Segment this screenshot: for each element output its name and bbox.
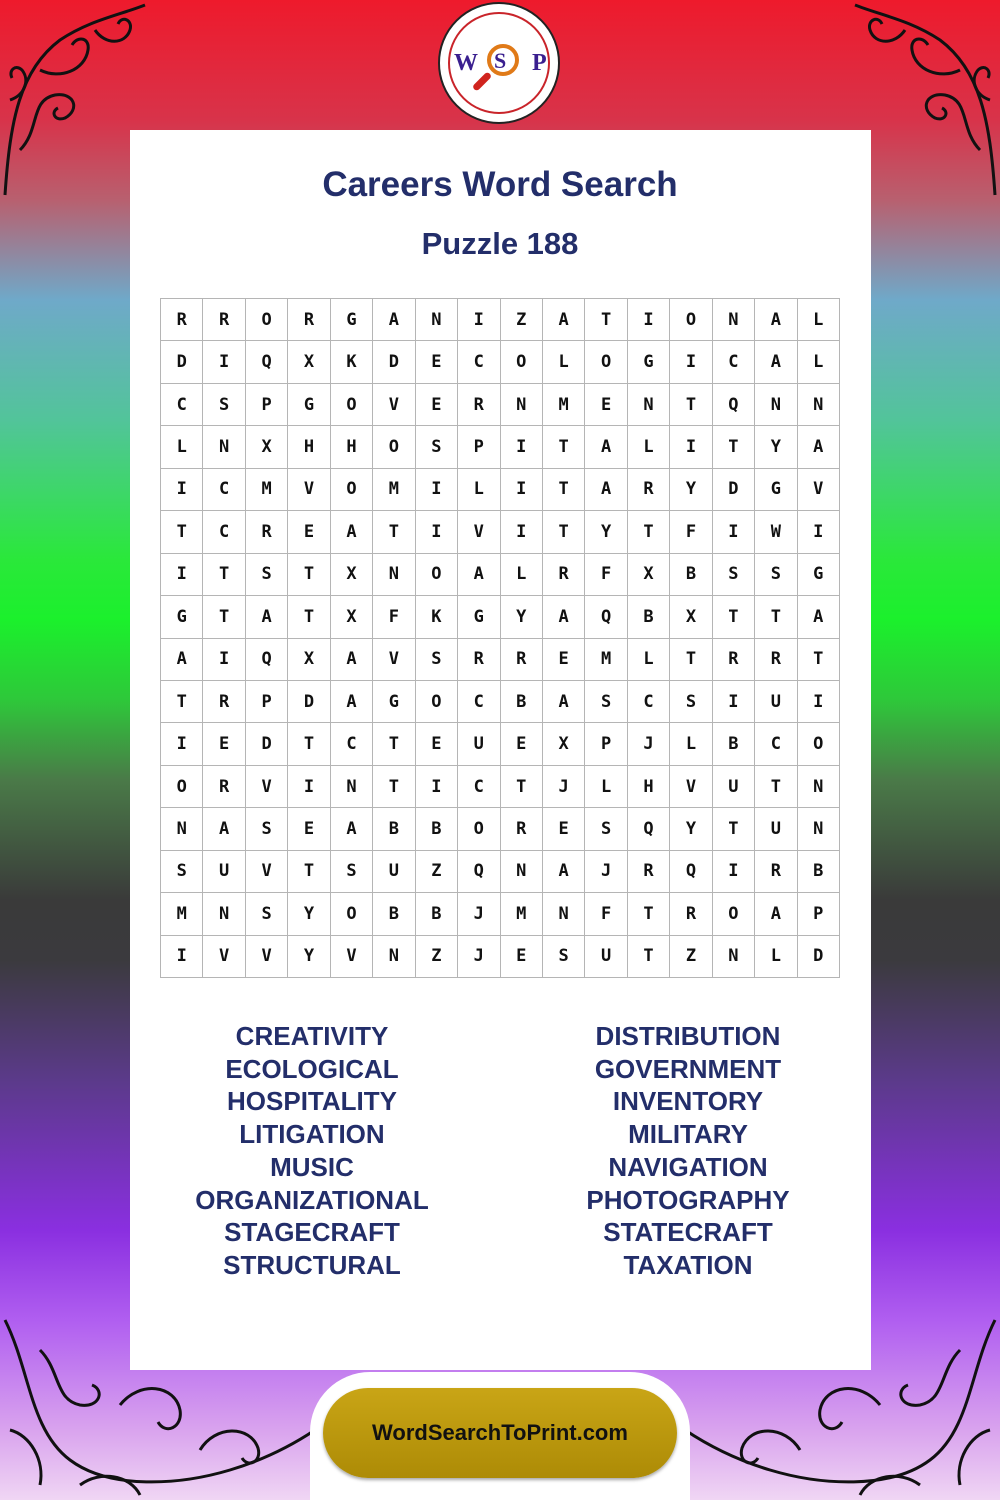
grid-cell[interactable]: I bbox=[416, 469, 458, 511]
grid-cell[interactable]: R bbox=[670, 893, 712, 935]
word-list-item: DISTRIBUTION bbox=[595, 1021, 781, 1051]
grid-cell[interactable]: S bbox=[543, 936, 585, 978]
grid-cell[interactable]: A bbox=[246, 596, 288, 638]
grid-cell[interactable]: A bbox=[161, 639, 203, 681]
grid-cell[interactable]: I bbox=[161, 723, 203, 765]
grid-cell[interactable]: O bbox=[585, 341, 627, 383]
grid-cell[interactable]: L bbox=[458, 469, 500, 511]
grid-cell[interactable]: S bbox=[416, 639, 458, 681]
grid-cell[interactable]: M bbox=[161, 893, 203, 935]
grid-cell[interactable]: Y bbox=[670, 808, 712, 850]
grid-cell[interactable]: O bbox=[670, 299, 712, 341]
grid-cell[interactable]: I bbox=[713, 681, 755, 723]
grid-cell[interactable]: J bbox=[458, 893, 500, 935]
word-list-right bbox=[523, 1020, 853, 1282]
grid-cell[interactable]: L bbox=[798, 341, 840, 383]
grid-cell[interactable]: I bbox=[458, 299, 500, 341]
grid-cell[interactable]: B bbox=[670, 554, 712, 596]
grid-cell[interactable]: N bbox=[331, 766, 373, 808]
grid-cell[interactable]: G bbox=[628, 341, 670, 383]
grid-cell[interactable]: N bbox=[501, 384, 543, 426]
grid-cell[interactable]: Z bbox=[416, 936, 458, 978]
grid-cell[interactable]: A bbox=[331, 511, 373, 553]
grid-cell[interactable]: D bbox=[713, 469, 755, 511]
grid-cell[interactable]: I bbox=[501, 511, 543, 553]
grid-cell[interactable]: Q bbox=[458, 851, 500, 893]
grid-cell[interactable]: J bbox=[458, 936, 500, 978]
grid-cell[interactable]: Q bbox=[628, 808, 670, 850]
grid-cell[interactable]: T bbox=[288, 723, 330, 765]
word-list-item: MILITARY bbox=[628, 1119, 748, 1150]
grid-cell[interactable]: C bbox=[203, 511, 245, 553]
grid-cell[interactable]: M bbox=[501, 893, 543, 935]
grid-cell[interactable]: T bbox=[543, 469, 585, 511]
grid-cell[interactable]: G bbox=[331, 299, 373, 341]
grid-cell[interactable]: Y bbox=[585, 511, 627, 553]
grid-cell[interactable]: C bbox=[331, 723, 373, 765]
grid-cell[interactable]: T bbox=[585, 299, 627, 341]
grid-cell[interactable]: O bbox=[458, 808, 500, 850]
grid-cell[interactable]: R bbox=[203, 766, 245, 808]
grid-cell[interactable]: T bbox=[543, 511, 585, 553]
logo-letter-w: W bbox=[454, 50, 478, 76]
grid-cell[interactable]: T bbox=[203, 596, 245, 638]
grid-cell[interactable]: J bbox=[585, 851, 627, 893]
grid-cell[interactable]: A bbox=[373, 299, 415, 341]
grid-cell[interactable]: K bbox=[416, 596, 458, 638]
grid-cell[interactable]: R bbox=[501, 808, 543, 850]
grid-cell[interactable]: G bbox=[755, 469, 797, 511]
grid-cell[interactable]: V bbox=[203, 936, 245, 978]
grid-cell[interactable]: T bbox=[373, 723, 415, 765]
grid-cell[interactable]: R bbox=[458, 639, 500, 681]
grid-cell[interactable]: O bbox=[161, 766, 203, 808]
grid-cell[interactable]: X bbox=[670, 596, 712, 638]
grid-cell[interactable]: E bbox=[501, 723, 543, 765]
grid-cell[interactable]: A bbox=[331, 639, 373, 681]
grid-cell[interactable]: C bbox=[755, 723, 797, 765]
grid-cell[interactable]: F bbox=[585, 554, 627, 596]
grid-cell[interactable]: T bbox=[501, 766, 543, 808]
word-list-item: HOSPITALITY bbox=[227, 1086, 397, 1117]
grid-cell[interactable]: P bbox=[458, 426, 500, 468]
grid-cell[interactable]: O bbox=[246, 299, 288, 341]
grid-cell[interactable]: L bbox=[798, 299, 840, 341]
grid-cell[interactable]: T bbox=[288, 554, 330, 596]
grid-cell[interactable]: O bbox=[416, 681, 458, 723]
grid-cell[interactable]: K bbox=[331, 341, 373, 383]
grid-cell[interactable]: R bbox=[288, 299, 330, 341]
grid-cell[interactable]: O bbox=[501, 341, 543, 383]
word-list-item: INVENTORY bbox=[612, 1086, 764, 1117]
word-list-item: ORGANIZATIONAL bbox=[195, 1184, 429, 1215]
grid-cell[interactable]: R bbox=[628, 851, 670, 893]
grid-cell[interactable]: V bbox=[246, 851, 288, 893]
grid-cell[interactable]: S bbox=[331, 851, 373, 893]
grid-cell[interactable]: O bbox=[331, 469, 373, 511]
grid-cell[interactable]: I bbox=[161, 936, 203, 978]
grid-cell[interactable]: R bbox=[628, 469, 670, 511]
grid-cell[interactable]: S bbox=[246, 554, 288, 596]
grid-cell[interactable]: L bbox=[585, 766, 627, 808]
grid-cell[interactable]: Y bbox=[670, 469, 712, 511]
grid-cell[interactable]: T bbox=[670, 639, 712, 681]
grid-cell[interactable]: R bbox=[755, 851, 797, 893]
puzzle-number: Puzzle 188 bbox=[421, 226, 579, 261]
grid-cell[interactable]: L bbox=[543, 341, 585, 383]
grid-cell[interactable]: B bbox=[416, 808, 458, 850]
grid-cell[interactable]: L bbox=[670, 723, 712, 765]
grid-cell[interactable]: G bbox=[798, 554, 840, 596]
grid-cell[interactable]: V bbox=[373, 384, 415, 426]
grid-cell[interactable]: N bbox=[203, 893, 245, 935]
grid-cell[interactable]: O bbox=[713, 893, 755, 935]
grid-cell[interactable]: D bbox=[798, 936, 840, 978]
grid-cell[interactable]: I bbox=[501, 469, 543, 511]
grid-cell[interactable]: G bbox=[161, 596, 203, 638]
grid-cell[interactable]: B bbox=[713, 723, 755, 765]
grid-cell[interactable]: R bbox=[755, 639, 797, 681]
grid-cell[interactable]: R bbox=[246, 511, 288, 553]
grid-cell[interactable]: I bbox=[798, 681, 840, 723]
grid-cell[interactable]: L bbox=[755, 936, 797, 978]
grid-cell[interactable]: I bbox=[288, 766, 330, 808]
grid-cell[interactable]: G bbox=[288, 384, 330, 426]
grid-cell[interactable]: S bbox=[416, 426, 458, 468]
grid-cell[interactable]: V bbox=[373, 639, 415, 681]
grid-cell[interactable]: T bbox=[628, 511, 670, 553]
grid-cell[interactable]: G bbox=[458, 596, 500, 638]
grid-cell[interactable]: E bbox=[501, 936, 543, 978]
grid-cell[interactable]: U bbox=[458, 723, 500, 765]
grid-cell[interactable]: U bbox=[713, 766, 755, 808]
word-list-item: STAGECRAFT bbox=[224, 1217, 400, 1248]
grid-cell[interactable]: D bbox=[161, 341, 203, 383]
grid-cell[interactable]: X bbox=[288, 341, 330, 383]
grid-cell[interactable]: X bbox=[543, 723, 585, 765]
grid-cell[interactable]: U bbox=[755, 681, 797, 723]
grid-cell[interactable]: A bbox=[543, 596, 585, 638]
grid-cell[interactable]: N bbox=[373, 936, 415, 978]
grid-cell[interactable]: V bbox=[246, 936, 288, 978]
grid-cell[interactable]: F bbox=[670, 511, 712, 553]
grid-cell[interactable]: B bbox=[628, 596, 670, 638]
grid-cell[interactable]: V bbox=[246, 766, 288, 808]
grid-cell[interactable]: O bbox=[331, 384, 373, 426]
grid-cell[interactable]: T bbox=[543, 426, 585, 468]
grid-cell[interactable]: T bbox=[628, 936, 670, 978]
grid-cell[interactable]: N bbox=[501, 851, 543, 893]
grid-cell[interactable]: T bbox=[373, 766, 415, 808]
grid-cell[interactable]: I bbox=[501, 426, 543, 468]
word-list-item: PHOTOGRAPHY bbox=[586, 1184, 790, 1215]
grid-cell[interactable]: N bbox=[161, 808, 203, 850]
grid-cell[interactable]: L bbox=[628, 426, 670, 468]
grid-cell[interactable]: A bbox=[543, 299, 585, 341]
grid-cell[interactable]: E bbox=[585, 384, 627, 426]
grid-cell[interactable]: E bbox=[416, 384, 458, 426]
grid-cell[interactable]: I bbox=[628, 299, 670, 341]
grid-cell[interactable]: S bbox=[161, 851, 203, 893]
grid-cell[interactable]: R bbox=[203, 681, 245, 723]
grid-cell[interactable]: J bbox=[628, 723, 670, 765]
grid-cell[interactable]: S bbox=[203, 384, 245, 426]
grid-cell[interactable]: I bbox=[161, 554, 203, 596]
grid-cell[interactable]: C bbox=[458, 341, 500, 383]
grid-cell[interactable]: E bbox=[543, 639, 585, 681]
grid-cell[interactable]: Q bbox=[246, 341, 288, 383]
grid-cell[interactable]: T bbox=[798, 639, 840, 681]
grid-cell[interactable]: B bbox=[798, 851, 840, 893]
grid-cell[interactable]: T bbox=[288, 851, 330, 893]
grid-cell[interactable]: I bbox=[161, 469, 203, 511]
page-title: Careers Word Search bbox=[322, 165, 678, 204]
grid-cell[interactable]: M bbox=[543, 384, 585, 426]
grid-cell[interactable]: G bbox=[373, 681, 415, 723]
grid-cell[interactable]: Q bbox=[585, 596, 627, 638]
grid-cell[interactable]: R bbox=[713, 639, 755, 681]
grid-cell[interactable]: P bbox=[246, 681, 288, 723]
grid-cell[interactable]: D bbox=[246, 723, 288, 765]
grid-cell[interactable]: Y bbox=[755, 426, 797, 468]
grid-cell[interactable]: L bbox=[161, 426, 203, 468]
grid-cell[interactable]: I bbox=[203, 341, 245, 383]
word-list-item: NAVIGATION bbox=[608, 1151, 768, 1182]
grid-cell[interactable]: J bbox=[543, 766, 585, 808]
grid-cell[interactable]: I bbox=[798, 511, 840, 553]
grid-cell[interactable]: C bbox=[628, 681, 670, 723]
word-list-item: STATECRAFT bbox=[603, 1217, 773, 1248]
grid-cell[interactable]: C bbox=[458, 681, 500, 723]
grid-cell[interactable]: I bbox=[713, 851, 755, 893]
grid-cell[interactable]: A bbox=[755, 893, 797, 935]
grid-cell[interactable]: S bbox=[246, 893, 288, 935]
grid-cell[interactable]: A bbox=[543, 681, 585, 723]
grid-cell[interactable]: A bbox=[585, 426, 627, 468]
grid-cell[interactable]: C bbox=[713, 341, 755, 383]
grid-cell[interactable]: P bbox=[246, 384, 288, 426]
grid-cell[interactable]: U bbox=[373, 851, 415, 893]
grid-cell[interactable]: E bbox=[203, 723, 245, 765]
grid-cell[interactable]: B bbox=[373, 808, 415, 850]
letter-grid bbox=[160, 298, 840, 978]
word-list-left bbox=[147, 1020, 477, 1282]
grid-cell[interactable]: N bbox=[755, 384, 797, 426]
grid-cell[interactable]: Q bbox=[246, 639, 288, 681]
grid-cell[interactable]: Z bbox=[416, 851, 458, 893]
grid-cell[interactable]: I bbox=[713, 511, 755, 553]
grid-cell[interactable]: L bbox=[501, 554, 543, 596]
grid-cell[interactable]: Z bbox=[501, 299, 543, 341]
grid-cell[interactable]: D bbox=[373, 341, 415, 383]
grid-cell[interactable]: S bbox=[585, 808, 627, 850]
logo-letter-s: S bbox=[494, 48, 507, 73]
grid-cell[interactable]: T bbox=[288, 596, 330, 638]
grid-cell[interactable]: T bbox=[373, 511, 415, 553]
grid-cell[interactable]: A bbox=[543, 851, 585, 893]
grid-cell[interactable]: U bbox=[585, 936, 627, 978]
grid-cell[interactable]: A bbox=[331, 681, 373, 723]
grid-cell[interactable]: R bbox=[501, 639, 543, 681]
grid-cell[interactable]: M bbox=[373, 469, 415, 511]
grid-cell[interactable]: A bbox=[798, 426, 840, 468]
grid-cell[interactable]: N bbox=[798, 808, 840, 850]
grid-cell[interactable]: N bbox=[416, 299, 458, 341]
grid-cell[interactable]: F bbox=[373, 596, 415, 638]
grid-cell[interactable]: S bbox=[670, 681, 712, 723]
grid-cell[interactable]: N bbox=[373, 554, 415, 596]
grid-cell[interactable]: X bbox=[331, 596, 373, 638]
grid-cell[interactable]: S bbox=[246, 808, 288, 850]
grid-cell[interactable]: W bbox=[755, 511, 797, 553]
grid-cell[interactable]: S bbox=[585, 681, 627, 723]
grid-cell[interactable]: A bbox=[458, 554, 500, 596]
grid-cell[interactable]: V bbox=[458, 511, 500, 553]
word-list-item: GOVERNMENT bbox=[594, 1053, 782, 1084]
grid-cell[interactable]: N bbox=[628, 384, 670, 426]
grid-cell[interactable]: A bbox=[798, 596, 840, 638]
grid-cell[interactable]: E bbox=[288, 511, 330, 553]
grid-cell[interactable]: C bbox=[203, 469, 245, 511]
grid-cell[interactable]: X bbox=[628, 554, 670, 596]
grid-cell[interactable]: T bbox=[755, 766, 797, 808]
grid-cell[interactable]: H bbox=[288, 426, 330, 468]
grid-cell[interactable]: I bbox=[670, 426, 712, 468]
grid-cell[interactable]: N bbox=[543, 893, 585, 935]
grid-cell[interactable]: Q bbox=[670, 851, 712, 893]
grid-cell[interactable]: Y bbox=[288, 893, 330, 935]
grid-cell[interactable]: B bbox=[416, 893, 458, 935]
word-list-item: MUSIC bbox=[270, 1151, 354, 1182]
grid-cell[interactable]: E bbox=[288, 808, 330, 850]
grid-cell[interactable]: V bbox=[798, 469, 840, 511]
grid-cell[interactable]: V bbox=[670, 766, 712, 808]
grid-cell[interactable]: N bbox=[798, 384, 840, 426]
grid-cell[interactable]: I bbox=[670, 341, 712, 383]
grid-cell[interactable]: T bbox=[713, 596, 755, 638]
grid-cell[interactable]: P bbox=[585, 723, 627, 765]
grid-cell[interactable]: V bbox=[331, 936, 373, 978]
grid-cell[interactable]: Q bbox=[713, 384, 755, 426]
grid-cell[interactable]: D bbox=[288, 681, 330, 723]
word-list-item: CREATIVITY bbox=[235, 1021, 389, 1051]
grid-cell[interactable]: O bbox=[416, 554, 458, 596]
grid-cell[interactable]: T bbox=[670, 384, 712, 426]
grid-cell[interactable]: N bbox=[203, 426, 245, 468]
grid-cell[interactable]: R bbox=[543, 554, 585, 596]
wsp-logo bbox=[438, 2, 560, 124]
word-list-item: LITIGATION bbox=[239, 1119, 385, 1150]
grid-cell[interactable]: E bbox=[543, 808, 585, 850]
logo-letter-p: P bbox=[532, 50, 547, 76]
grid-cell[interactable]: P bbox=[798, 893, 840, 935]
grid-cell[interactable]: T bbox=[203, 554, 245, 596]
grid-cell[interactable]: U bbox=[755, 808, 797, 850]
grid-cell[interactable]: Z bbox=[670, 936, 712, 978]
grid-cell[interactable]: U bbox=[203, 851, 245, 893]
grid-cell[interactable]: H bbox=[628, 766, 670, 808]
grid-cell[interactable]: V bbox=[288, 469, 330, 511]
grid-cell[interactable]: B bbox=[501, 681, 543, 723]
grid-cell[interactable]: I bbox=[203, 639, 245, 681]
grid-cell[interactable]: F bbox=[585, 893, 627, 935]
grid-cell[interactable]: O bbox=[373, 426, 415, 468]
grid-cell[interactable]: T bbox=[713, 426, 755, 468]
grid-cell[interactable]: H bbox=[331, 426, 373, 468]
grid-cell[interactable]: T bbox=[713, 808, 755, 850]
grid-cell[interactable]: E bbox=[416, 341, 458, 383]
grid-cell[interactable]: T bbox=[161, 511, 203, 553]
grid-cell[interactable]: I bbox=[416, 766, 458, 808]
grid-cell[interactable]: A bbox=[755, 299, 797, 341]
word-list-item: ECOLOGICAL bbox=[225, 1053, 399, 1084]
grid-cell[interactable]: E bbox=[416, 723, 458, 765]
grid-cell[interactable]: X bbox=[288, 639, 330, 681]
grid-cell[interactable]: N bbox=[713, 936, 755, 978]
grid-cell[interactable]: R bbox=[161, 299, 203, 341]
grid-cell[interactable]: X bbox=[331, 554, 373, 596]
grid-cell[interactable]: C bbox=[161, 384, 203, 426]
grid-cell[interactable]: A bbox=[755, 341, 797, 383]
website-link-button[interactable]: WordSearchToPrint.com bbox=[323, 1388, 677, 1478]
grid-cell[interactable]: T bbox=[755, 596, 797, 638]
word-list-item: STRUCTURAL bbox=[223, 1249, 401, 1280]
grid-cell[interactable]: M bbox=[585, 639, 627, 681]
grid-cell[interactable]: B bbox=[373, 893, 415, 935]
word-list-item: TAXATION bbox=[623, 1249, 753, 1280]
grid-cell[interactable]: Y bbox=[501, 596, 543, 638]
grid-cell[interactable]: T bbox=[628, 893, 670, 935]
grid-cell[interactable]: T bbox=[161, 681, 203, 723]
grid-cell[interactable]: N bbox=[798, 766, 840, 808]
grid-cell[interactable]: R bbox=[458, 384, 500, 426]
grid-cell[interactable]: S bbox=[713, 554, 755, 596]
grid-cell[interactable]: Y bbox=[288, 936, 330, 978]
grid-cell[interactable]: M bbox=[246, 469, 288, 511]
grid-cell[interactable]: S bbox=[755, 554, 797, 596]
grid-cell[interactable]: L bbox=[628, 639, 670, 681]
grid-cell[interactable]: X bbox=[246, 426, 288, 468]
grid-cell[interactable]: C bbox=[458, 766, 500, 808]
grid-cell[interactable]: A bbox=[585, 469, 627, 511]
grid-cell[interactable]: A bbox=[331, 808, 373, 850]
grid-cell[interactable]: O bbox=[331, 893, 373, 935]
grid-cell[interactable]: R bbox=[203, 299, 245, 341]
grid-cell[interactable]: A bbox=[203, 808, 245, 850]
grid-cell[interactable]: N bbox=[713, 299, 755, 341]
grid-cell[interactable]: I bbox=[416, 511, 458, 553]
grid-cell[interactable]: O bbox=[798, 723, 840, 765]
